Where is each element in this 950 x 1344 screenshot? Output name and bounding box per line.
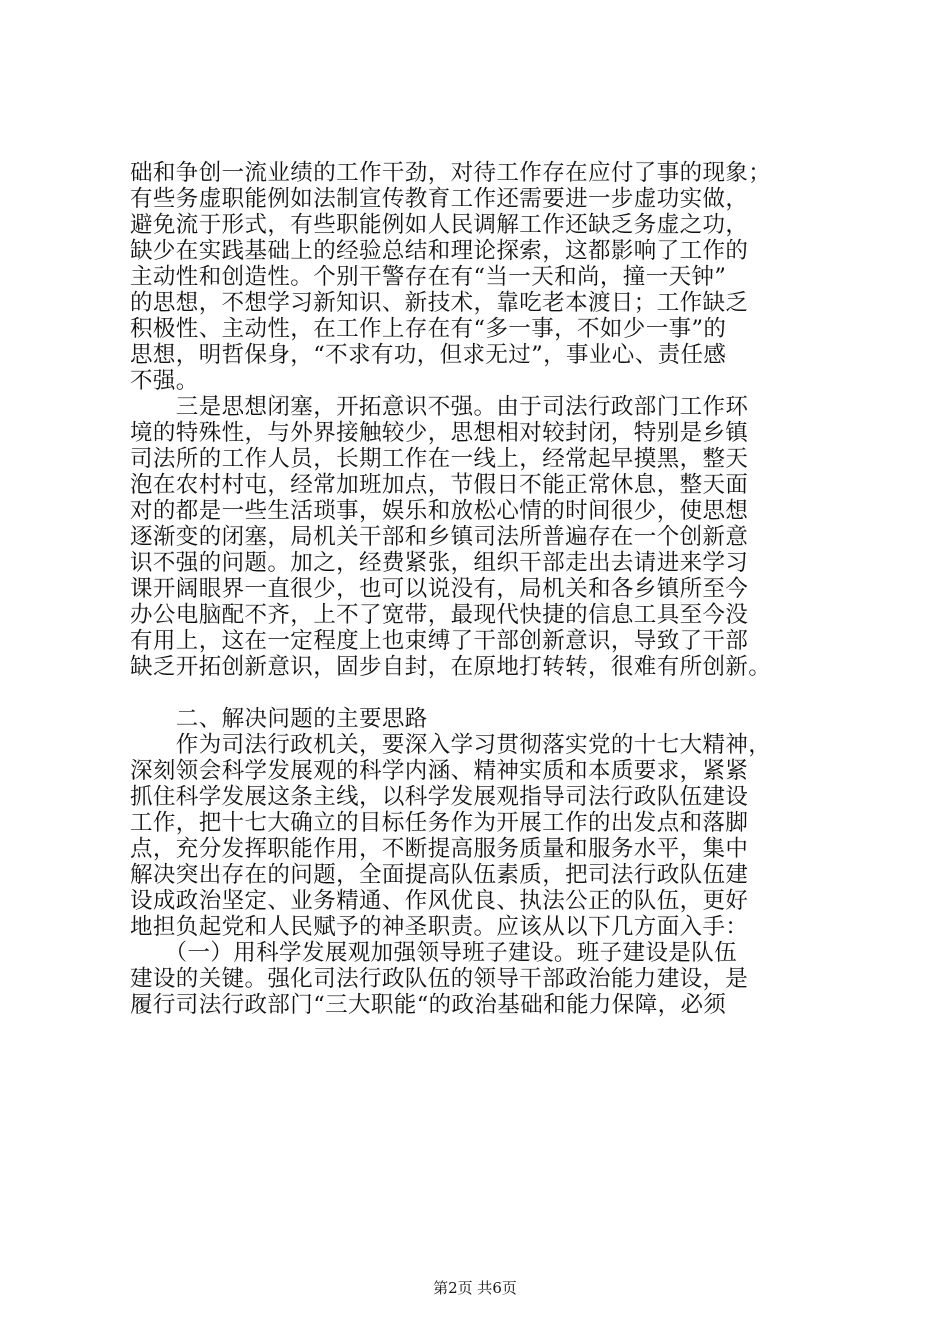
text-line: 不强。 [130, 368, 199, 394]
paragraph-block-1 [130, 160, 830, 680]
text-line: 主动性和创造性。个别干警存在有“当一天和尚，撞一天钟” [130, 264, 727, 290]
text-line: 积极性、主动性，在工作上存在有“多一事，不如少一事”的 [130, 316, 727, 342]
section-heading: 二、解决问题的主要思路 [130, 706, 428, 732]
text-line: 司法所的工作人员，长期工作在一线上，经常起早摸黑，整天 [130, 446, 749, 472]
text-line: 地担负起党和人民赋予的神圣职责。应该从以下几方面入手： [130, 914, 749, 940]
text-line: 点，充分发挥职能作用，不断提高服务质量和服务水平，集中 [130, 836, 749, 862]
text-line: 建设的关键。强化司法行政队伍的领导干部政治能力建设，是 [130, 966, 749, 992]
text-line: 避免流于形式，有些职能例如人民调解工作还缺乏务虚之功， [130, 212, 749, 238]
text-line: （一）用科学发展观加强领导班子建设。班子建设是队伍 [130, 940, 738, 966]
text-line: 识不强的问题。加之，经费紧张，组织干部走出去请进来学习 [130, 550, 749, 576]
text-line: 础和争创一流业绩的工作干劲，对待工作存在应付了事的现象； [130, 160, 772, 186]
page-number-footer: 第2页 共6页 [433, 1279, 517, 1297]
text-line: 逐渐变的闭塞，局机关干部和乡镇司法所普遍存在一个创新意 [130, 524, 749, 550]
paragraph-gap [130, 680, 830, 706]
text-line: 有用上，这在一定程度上也束缚了干部创新意识，导致了干部 [130, 628, 749, 654]
text-line: 设成政治坚定、业务精通、作风优良、执法公正的队伍，更好 [130, 888, 749, 914]
text-line: 深刻领会科学发展观的科学内涵、精神实质和本质要求，紧紧 [130, 758, 749, 784]
text-line: 作为司法行政机关，要深入学习贯彻落实党的十七大精神， [130, 732, 772, 758]
text-line: 境的特殊性，与外界接触较少，思想相对较封闭，特别是乡镇 [130, 420, 749, 446]
text-line: 工作，把十七大确立的目标任务作为开展工作的出发点和落脚 [130, 810, 749, 836]
text-line: 对的都是一些生活琐事，娱乐和放松心情的时间很少，使思想 [130, 498, 749, 524]
text-line: 的思想，不想学习新知识、新技术，靠吃老本渡日；工作缺乏 [130, 290, 749, 316]
text-line: 办公电脑配不齐，上不了宽带，最现代快捷的信息工具至今没 [130, 602, 749, 628]
paragraph-block-2 [130, 706, 830, 1018]
text-line: 三是思想闭塞，开拓意识不强。由于司法行政部门工作环 [130, 394, 749, 420]
text-line: 缺乏开拓创新意识，固步自封，在原地打转转，很难有所创新。 [130, 654, 772, 680]
text-line: 课开阔眼界一直很少，也可以说没有，局机关和各乡镇所至今 [130, 576, 749, 602]
text-line: 泡在农村村屯，经常加班加点，节假日不能正常休息，整天面 [130, 472, 749, 498]
text-line: 解决突出存在的问题，全面提高队伍素质，把司法行政队伍建 [130, 862, 749, 888]
text-line: 履行司法行政部门“三大职能“的政治基础和能力保障，必须 [130, 992, 727, 1018]
text-line: 抓住科学发展这条主线，以科学发展观指导司法行政队伍建设 [130, 784, 749, 810]
text-line: 缺少在实践基础上的经验总结和理论探索，这都影响了工作的 [130, 238, 749, 264]
text-line: 有些务虚职能例如法制宣传教育工作还需要进一步虚功实做， [130, 186, 749, 212]
text-line: 思想，明哲保身，“不求有功，但求无过”，事业心、责任感 [130, 342, 727, 368]
document-body [130, 160, 830, 1018]
